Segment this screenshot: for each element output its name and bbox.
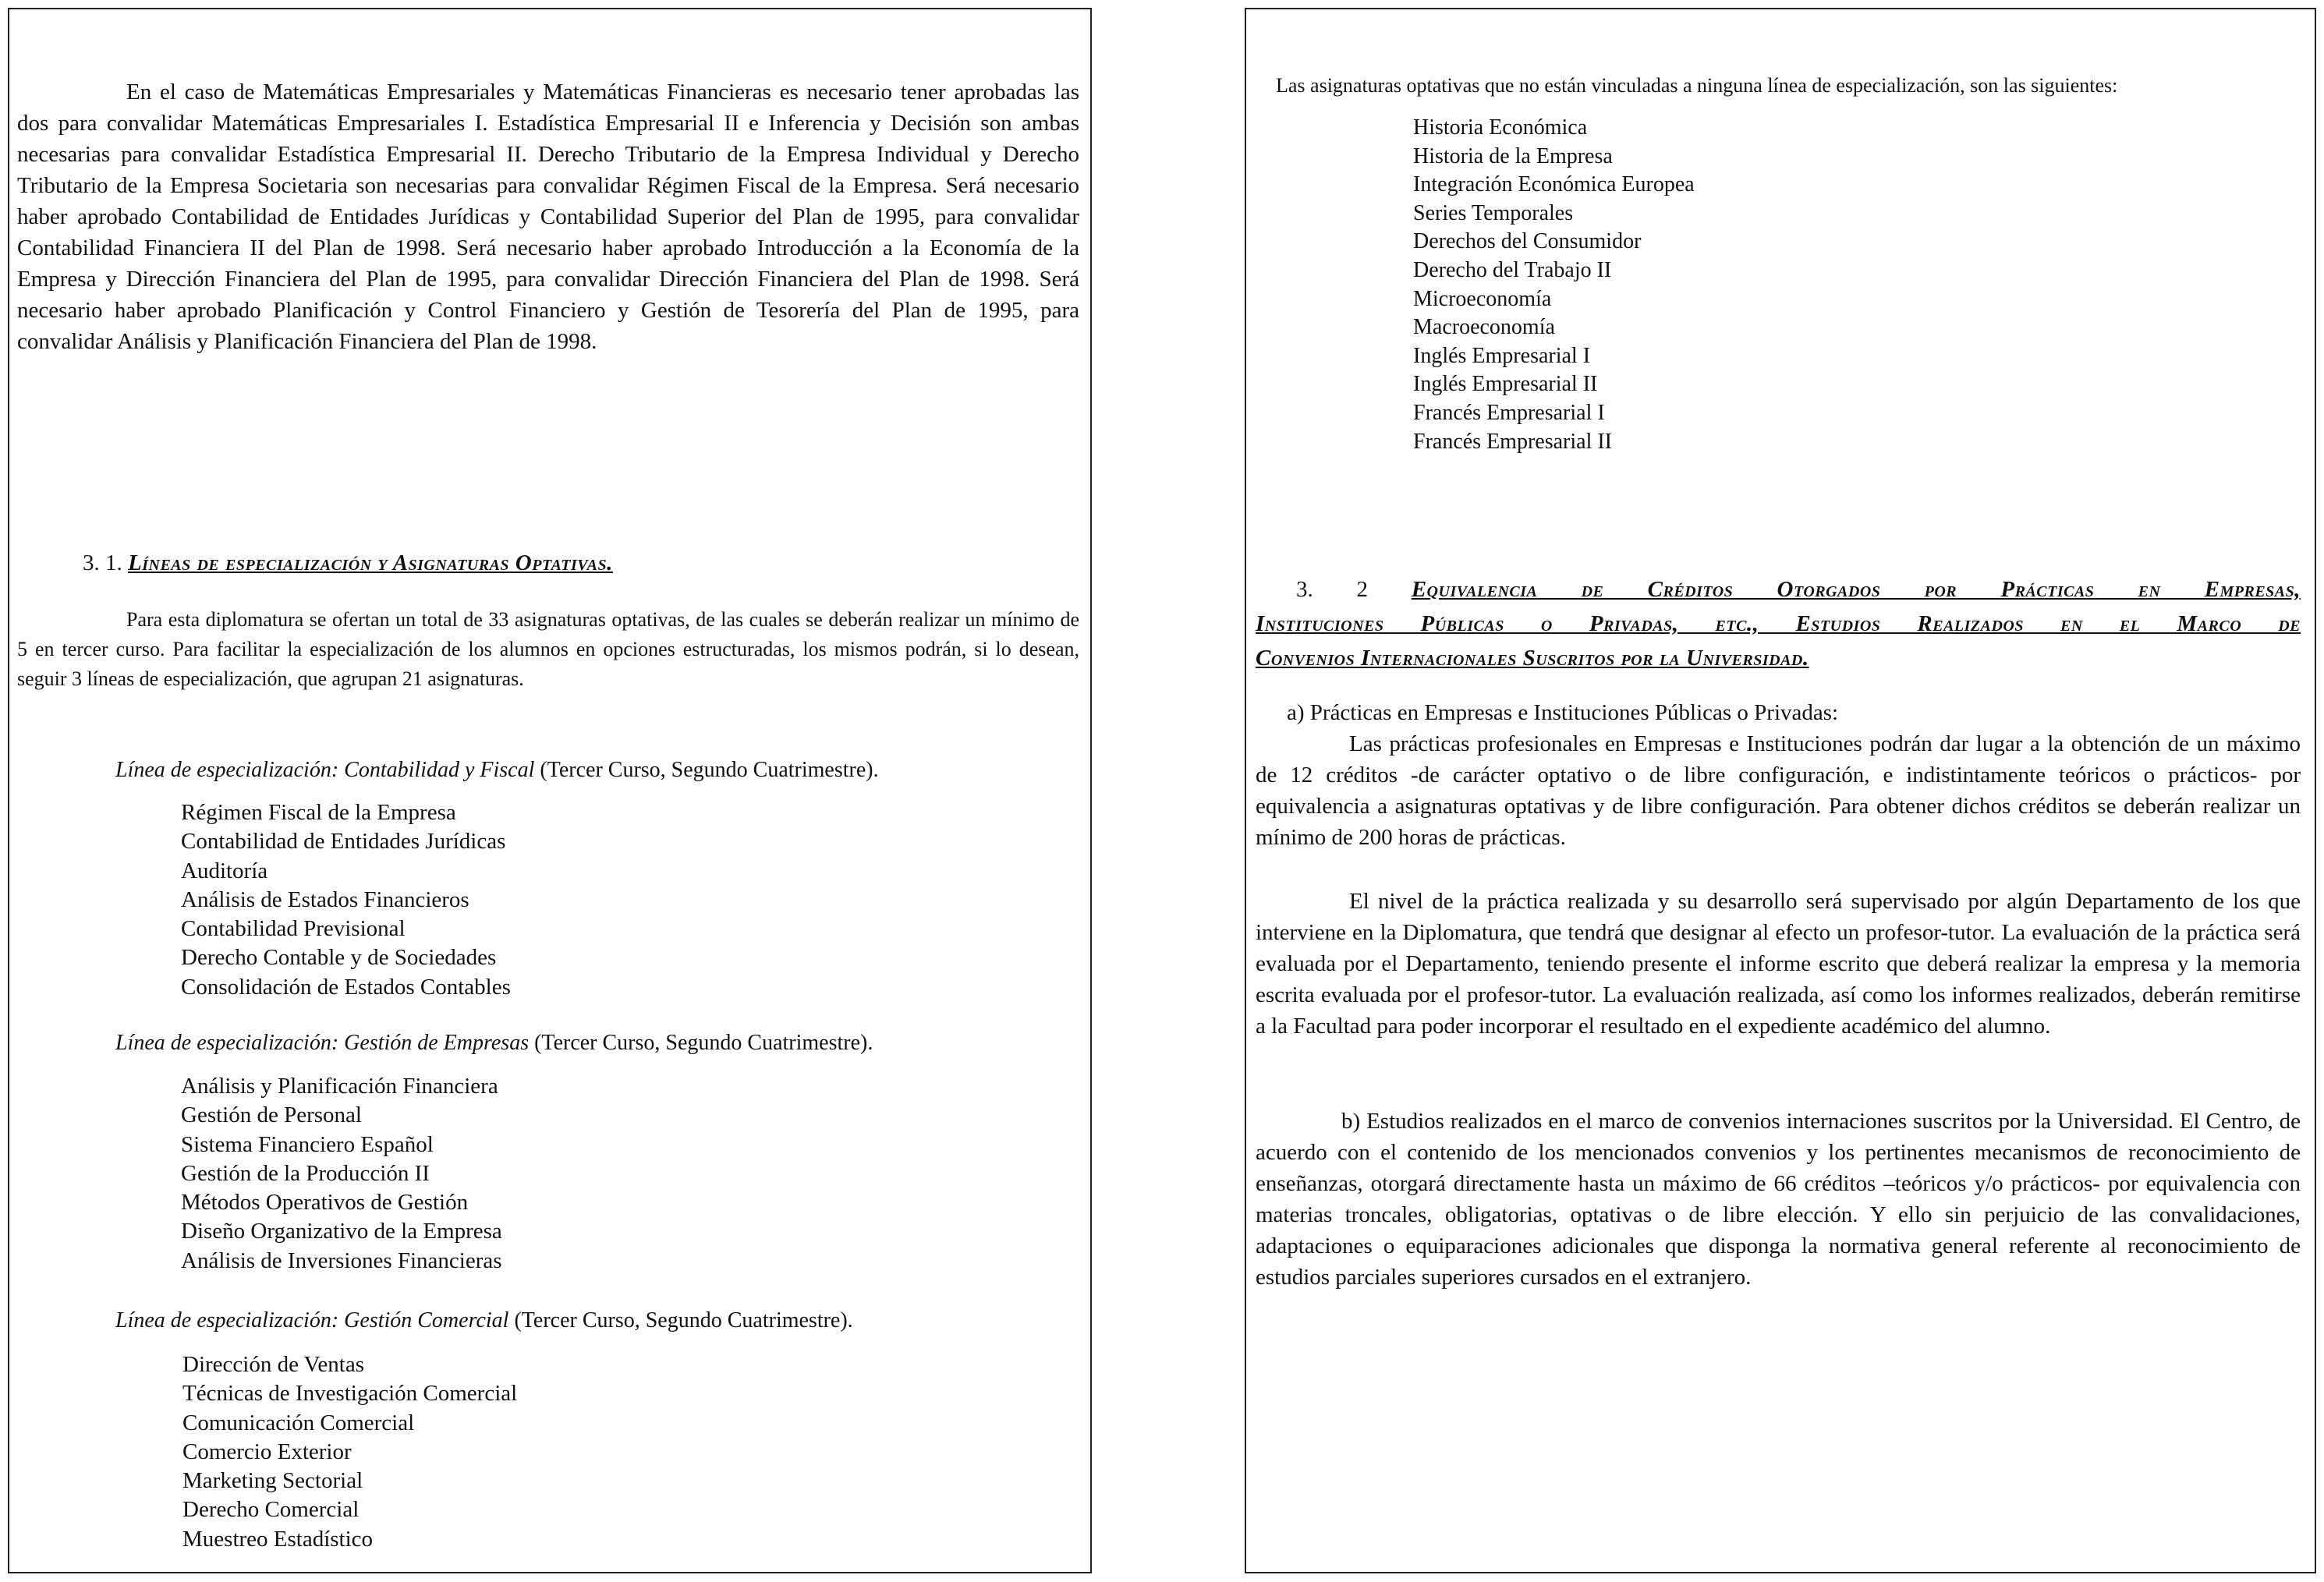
list-item: Series Temporales xyxy=(1413,200,1574,225)
list-item: Macroeconomía xyxy=(1413,315,1555,340)
list-item: Inglés Empresarial I xyxy=(1413,343,1591,368)
list-item: Historia de la Empresa xyxy=(1413,143,1613,168)
section-3-1-heading xyxy=(83,546,613,580)
list-item: Francés Empresarial I xyxy=(1413,400,1605,425)
list-item: Derecho Contable y de Sociedades xyxy=(181,945,497,971)
section-paragraph: Para esta diplomatura se ofertan un total de 33 asignaturas optativas, de las cuales se deberán realizar un mínimo de 5 en tercer curso. Para facilitar la especialización de los alumnos en opciones estructuradas, los mismos podrán, si lo desean, seguir 3 líneas de especialización, que agrupan 21 asignaturas. xyxy=(17,608,1079,690)
specialization-line-1: Línea de especialización: Contabilidad y Fiscal (Tercer Curso, Segundo Cuatrimestre). xyxy=(115,758,879,782)
subsection-a-paragraph-1: Las prácticas profesionales en Empresas e Instituciones podrán dar lugar a la obtención de un máximo de 12 créditos -de carácter optativo o de libre configuración, e indistintamente teóricos o prácticos- por equivalencia a asignaturas optativas y de libre configuración. Para obtener dichos créditos se deberán realizar un mínimo de 200 horas de prácticas. xyxy=(1256,731,2301,850)
list-item: Historia Económica xyxy=(1413,115,1588,140)
list-item: Sistema Financiero Español xyxy=(181,1131,434,1157)
list-item: Comunicación Comercial xyxy=(182,1410,415,1435)
subsection-a-paragraph-2: El nivel de la práctica realizada y su desarrollo será supervisado por algún Departamento de los que interviene en la Diplomatura, que tendrá que designar al efecto un profesor-tutor. La evaluación de la práctica será evaluada por el Departamento, teniendo presente el informe escrito que deberá realizar la empresa y la memoria escrita evaluada por el profesor-tutor. La evaluación realizada, así como los informes realizados, deberán remitirse a la Facultad para poder incorporar el resultado en el expediente académico del alumno. xyxy=(1256,889,2301,1039)
list-item: Derecho del Trabajo II xyxy=(1413,257,1612,282)
list-item: Gestión de Personal xyxy=(181,1102,362,1128)
list-item: Análisis y Planificación Financiera xyxy=(181,1074,498,1099)
list-item: Consolidación de Estados Contables xyxy=(181,974,511,1000)
list-item: Francés Empresarial II xyxy=(1413,429,1612,454)
right-page xyxy=(1245,8,2316,1573)
list-item: Inglés Empresarial II xyxy=(1413,372,1598,397)
list-item: Microeconomía xyxy=(1413,286,1552,311)
left-page xyxy=(8,8,1092,1573)
free-subject-list xyxy=(1413,114,1695,456)
subject-list-1 xyxy=(181,798,511,1002)
list-item: Técnicas de Investigación Comercial xyxy=(182,1381,518,1407)
list-item: Auditoría xyxy=(181,858,268,883)
section-title-line: Convenios Internacionales Suscritos por la Universidad. xyxy=(1256,646,1809,671)
section-title-line: Instituciones Públicas o Privadas, etc., Estudios Realizados en el Marco de xyxy=(1256,611,2301,636)
section-title-line: Equivalencia de Créditos Otorgados por Prácticas en Empresas, xyxy=(1411,577,2301,602)
list-item: Análisis de Inversiones Financieras xyxy=(181,1248,502,1273)
list-item: Marketing Sectorial xyxy=(182,1468,363,1494)
list-item: Análisis de Estados Financieros xyxy=(181,887,469,912)
subsection-b-paragraph: b) Estudios realizados en el marco de convenios internaciones suscritos por la Universidad. El Centro, de acuerdo con el contenido de los mencionados convenios y los pertinentes mecanismos de reconocimiento de enseñanzas, otorgará directamente hasta un máximo de 66 créditos –teóricos y/o prácticos- por equivalencia con materias troncales, obligatorias, optativas o de libre elección. Y ello sin perjuicio de las convalidaciones, adaptaciones o equiparaciones adicionales que disponga la normativa general referente al reconocimiento de estudios parciales superiores cursados en el extranjero. xyxy=(1256,1109,2301,1290)
section-number: 3. 2 xyxy=(1296,577,1368,602)
specialization-line-3: Línea de especialización: Gestión Comercial (Tercer Curso, Segundo Cuatrimestre). xyxy=(115,1308,853,1332)
section-title: Líneas de especialización y Asignaturas Optativas. xyxy=(128,550,613,575)
list-item: Integración Económica Europea xyxy=(1413,172,1695,197)
optional-subjects-intro: Las asignaturas optativas que no están vinculadas a ninguna línea de especialización, son las siguientes: xyxy=(1276,74,2118,97)
intro-paragraph: En el caso de Matemáticas Empresariales y Matemáticas Financieras es necesario tener aprobadas las dos para convalidar Matemáticas Empresariales I. Estadística Empresarial II e Inferencia y Decisión son ambas necesarias para convalidar Estadística Empresarial II. Derecho Tributario de la Empresa Individual y Derecho Tributario de la Empresa Societaria son necesarias para convalidar Régimen Fiscal de la Empresa. Será necesario haber aprobado Contabilidad de Entidades Jurídicas y Contabilidad Superior del Plan de 1995, para convalidar Contabilidad Financiera II del Plan de 1998. Será necesario haber aprobado Introducción a la Economía de la Empresa y Dirección Financiera del Plan de 1995, para convalidar Dirección Financiera del Plan de 1998. Será necesario haber aprobado Planificación y Control Financiero y Gestión de Tesorería del Plan de 1995, para convalidar Análisis y Planificación Financiera del Plan de 1998. xyxy=(17,80,1079,354)
list-item: Régimen Fiscal de la Empresa xyxy=(181,800,456,825)
subsection-a-title: a) Prácticas en Empresas e Instituciones Públicas o Privadas: xyxy=(1287,700,1839,725)
list-item: Gestión de la Producción II xyxy=(181,1160,430,1186)
list-item: Derechos del Consumidor xyxy=(1413,229,1642,254)
list-item: Dirección de Ventas xyxy=(182,1352,364,1377)
subject-list-2 xyxy=(181,1072,502,1276)
subject-list-3 xyxy=(182,1350,517,1554)
list-item: Comercio Exterior xyxy=(182,1439,352,1464)
specialization-line-2: Línea de especialización: Gestión de Empresas (Tercer Curso, Segundo Cuatrimestre). xyxy=(115,1031,873,1055)
list-item: Contabilidad Previsional xyxy=(181,916,406,942)
list-item: Diseño Organizativo de la Empresa xyxy=(181,1219,502,1244)
section-number: 3. 1. xyxy=(83,550,122,575)
section-3-2-heading xyxy=(1256,572,2301,675)
list-item: Métodos Operativos de Gestión xyxy=(181,1190,469,1216)
list-item: Muestreo Estadístico xyxy=(182,1526,374,1552)
list-item: Derecho Comercial xyxy=(182,1497,360,1523)
list-item: Contabilidad de Entidades Jurídicas xyxy=(181,829,506,855)
